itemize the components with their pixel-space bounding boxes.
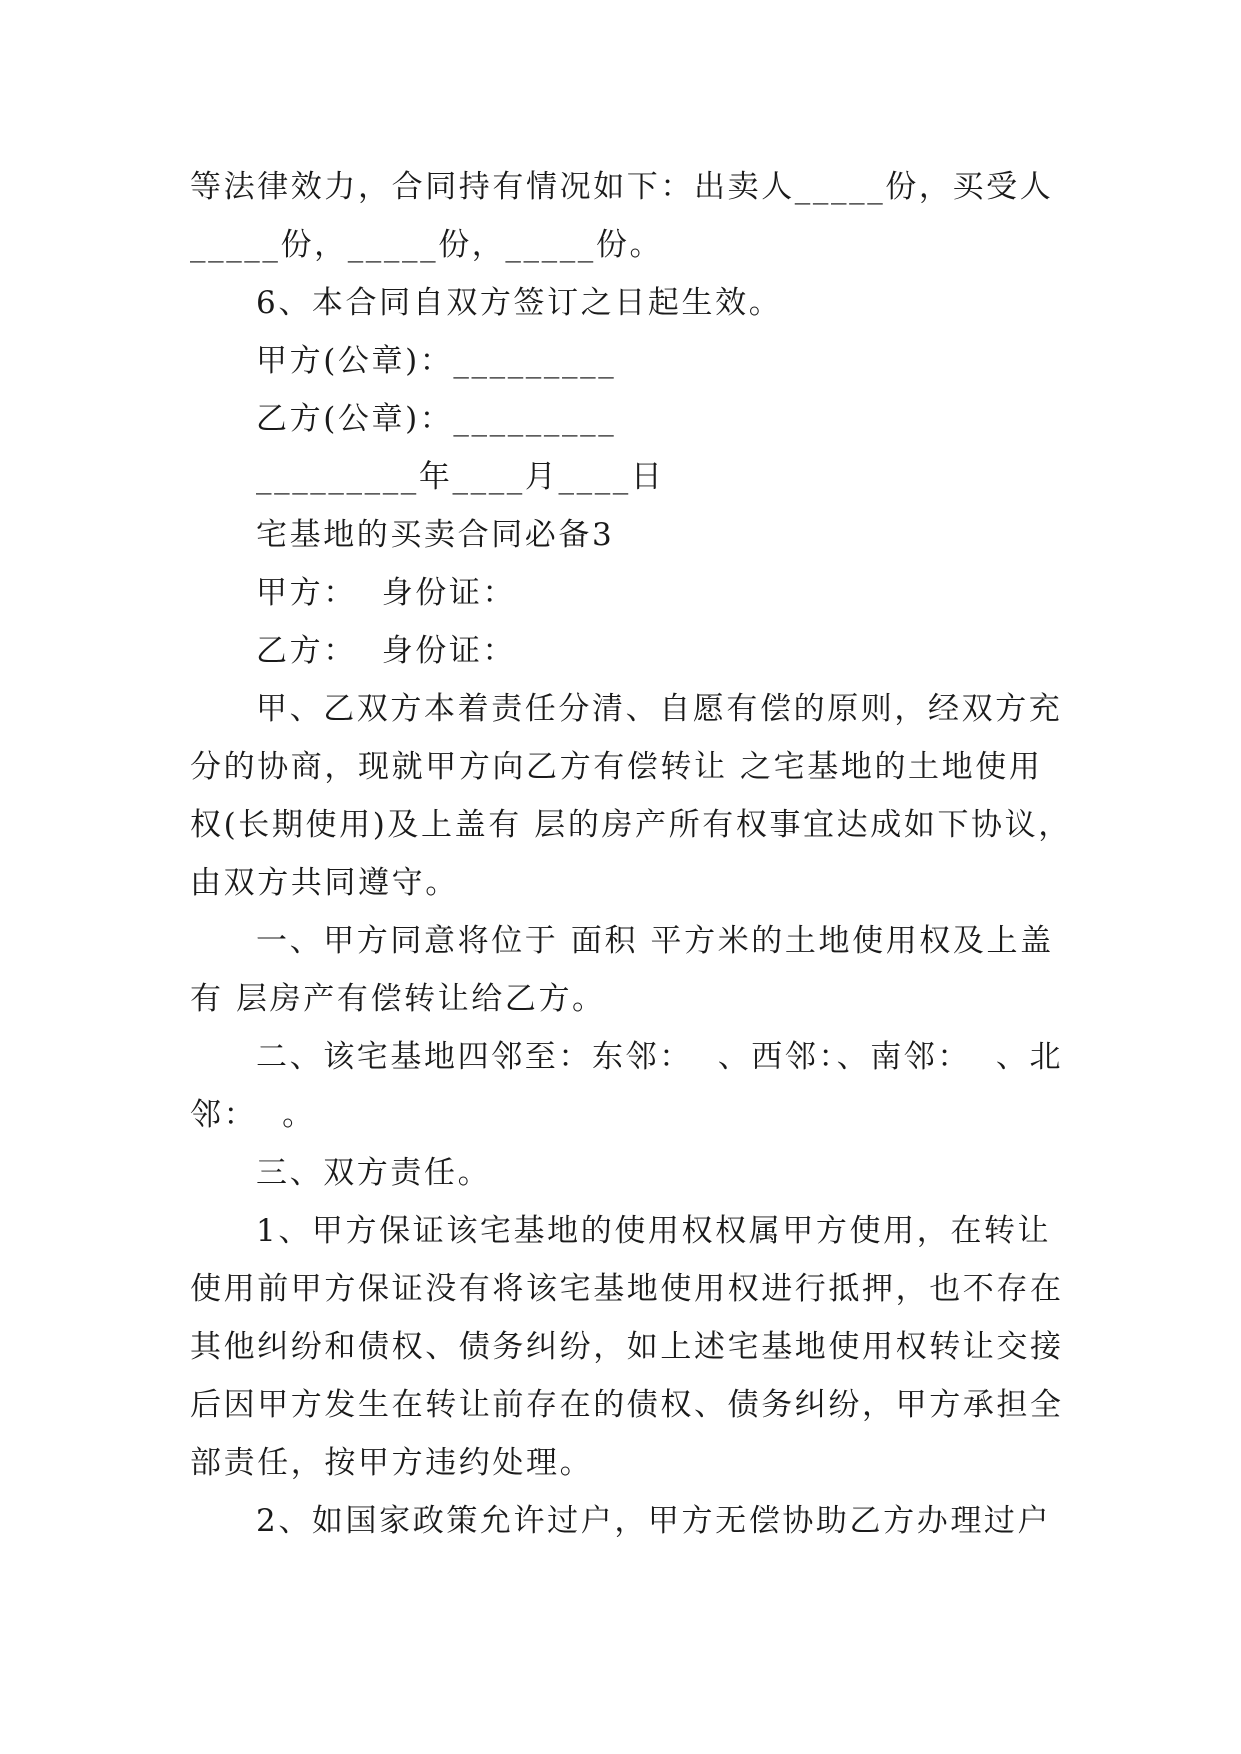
clause-3-1-line: 1、甲方保证该宅基地的使用权权属甲方使用，在转让	[256, 1213, 1052, 1249]
article-2-line: 二、该宅基地四邻至：东邻： 、西邻：、南邻： 、北	[256, 1039, 1064, 1075]
preamble-line: 权(长期使用)及上盖有 层的房产所有权事宜达成如下协议，	[190, 807, 1072, 843]
article-1-line: 一、甲方同意将位于 面积 平方米的土地使用权及上盖	[256, 923, 1054, 959]
clause-3-1-line: 后因甲方发生在转让前存在的债权、债务纠纷，甲方承担全	[190, 1387, 1064, 1423]
clause-3-1-line: 部责任，按甲方违约处理。	[190, 1445, 594, 1481]
preamble-line: 由双方共同遵守。	[190, 865, 459, 901]
article-2-line: 邻： 。	[190, 1097, 316, 1133]
preamble-line: 甲、乙双方本着责任分清、自愿有偿的原则，经双方充	[256, 691, 1063, 727]
clause-6-line: 6、本合同自双方签订之日起生效。	[256, 285, 783, 321]
party-a-id-line: 甲方： 身份证：	[256, 575, 517, 611]
preamble-line: 分的协商，现就甲方向乙方有偿转让 之宅基地的土地使用	[190, 749, 1043, 785]
text-line: _____份，_____份，_____份。	[190, 227, 664, 263]
clause-3-1-line: 其他纠纷和债权、债务纠纷，如上述宅基地使用权转让交接	[190, 1329, 1064, 1365]
party-b-seal-line: 乙方(公章)：_________	[256, 401, 617, 437]
text-line: 等法律效力，合同持有情况如下：出卖人_____份，买受人	[190, 169, 1054, 205]
party-a-seal-line: 甲方(公章)：_________	[256, 343, 617, 379]
section-title: 宅基地的买卖合同必备3	[256, 517, 615, 553]
date-line: _________年____月____日	[256, 459, 665, 495]
clause-3-1-line: 使用前甲方保证没有将该宅基地使用权进行抵押，也不存在	[190, 1271, 1064, 1307]
clause-3-2-line: 2、如国家政策允许过户，甲方无偿协助乙方办理过户	[256, 1503, 1052, 1539]
article-3-heading: 三、双方责任。	[256, 1155, 492, 1191]
party-b-id-line: 乙方： 身份证：	[256, 633, 517, 669]
article-1-line: 有 层房产有偿转让给乙方。	[190, 981, 606, 1017]
document-body	[190, 158, 1072, 1550]
